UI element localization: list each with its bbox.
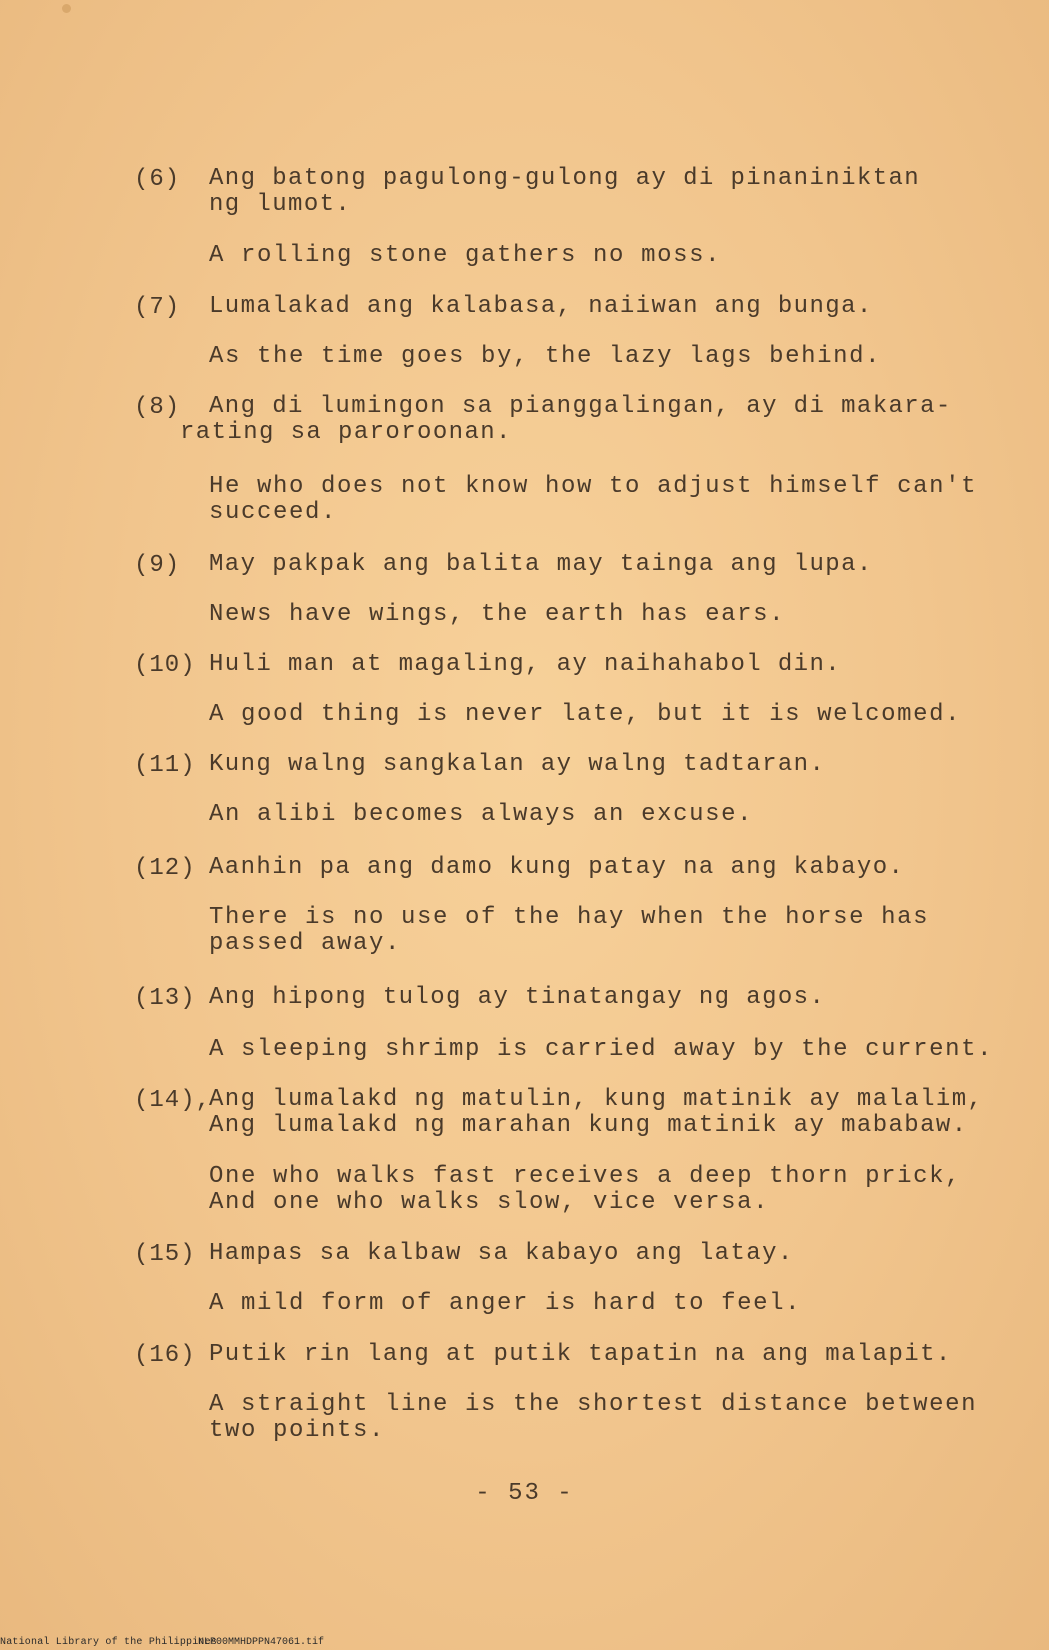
proverb-number: (9) [134,552,181,579]
english-line: One who walks fast receives a deep thorn prick, [209,1163,962,1190]
footer-library-label: National Library of the Philippines [0,1637,218,1648]
english-line: two points. [209,1417,386,1444]
english-line: There is no use of the hay when the horse has [209,904,930,931]
english-line: A straight line is the shortest distance between [209,1391,978,1418]
english-line: A good thing is never late, but it is welcomed. [209,701,962,728]
proverb-number: (8) [134,394,181,421]
proverb-number: (10) [134,652,196,679]
proverb-number: (12) [134,855,196,882]
english-line: An alibi becomes always an excuse. [209,801,754,828]
proverb-number: (6) [134,166,181,193]
tagalog-line: Aanhin pa ang damo kung patay na ang kabayo. [209,854,905,881]
tagalog-line: rating sa paroroonan. [180,419,512,446]
tagalog-line: Kung walng sangkalan ay walng tadtaran. [209,751,826,778]
tagalog-line: Ang lumalakd ng marahan kung matinik ay mababaw. [209,1112,968,1139]
english-line: And one who walks slow, vice versa. [209,1189,770,1216]
english-line: He who does not know how to adjust himself can't [209,473,978,500]
english-line: passed away. [209,930,402,957]
tagalog-line: Huli man at magaling, ay naihahabol din. [209,651,842,678]
proverb-number: (13) [134,985,196,1012]
page-number: - 53 - [475,1480,574,1507]
english-line: A sleeping shrimp is carried away by the current. [209,1036,994,1063]
english-line: A rolling stone gathers no moss. [209,242,722,269]
footer-filename: NLP00MMHDPPN47061.tif [198,1637,325,1648]
tagalog-line: Hampas sa kalbaw sa kabayo ang latay. [209,1240,794,1267]
tagalog-line: Ang lumalakd ng matulin, kung matinik ay malalim, [209,1086,984,1113]
tagalog-line: ng lumot. [209,191,352,218]
proverb-number: (16) [134,1342,196,1369]
english-line: succeed. [209,499,338,526]
proverb-number: (14), [134,1087,212,1114]
proverb-number: (15) [134,1241,196,1268]
tagalog-line: Putik rin lang at putik tapatin na ang malapit. [209,1341,952,1368]
english-line: As the time goes by, the lazy lags behind. [209,343,882,370]
tagalog-line: Ang hipong tulog ay tinatangay ng agos. [209,984,826,1011]
tagalog-line: Ang di lumingon sa pianggalingan, ay di makara- [209,393,952,420]
tagalog-line: Ang batong pagulong-gulong ay di pinaniniktan [209,165,921,192]
punch-hole [62,4,71,13]
proverb-number: (11) [134,752,196,779]
english-line: A mild form of anger is hard to feel. [209,1290,802,1317]
proverb-number: (7) [134,294,181,321]
tagalog-line: May pakpak ang balita may tainga ang lupa. [209,551,873,578]
tagalog-line: Lumalakad ang kalabasa, naiiwan ang bunga. [209,293,873,320]
english-line: News have wings, the earth has ears. [209,601,786,628]
